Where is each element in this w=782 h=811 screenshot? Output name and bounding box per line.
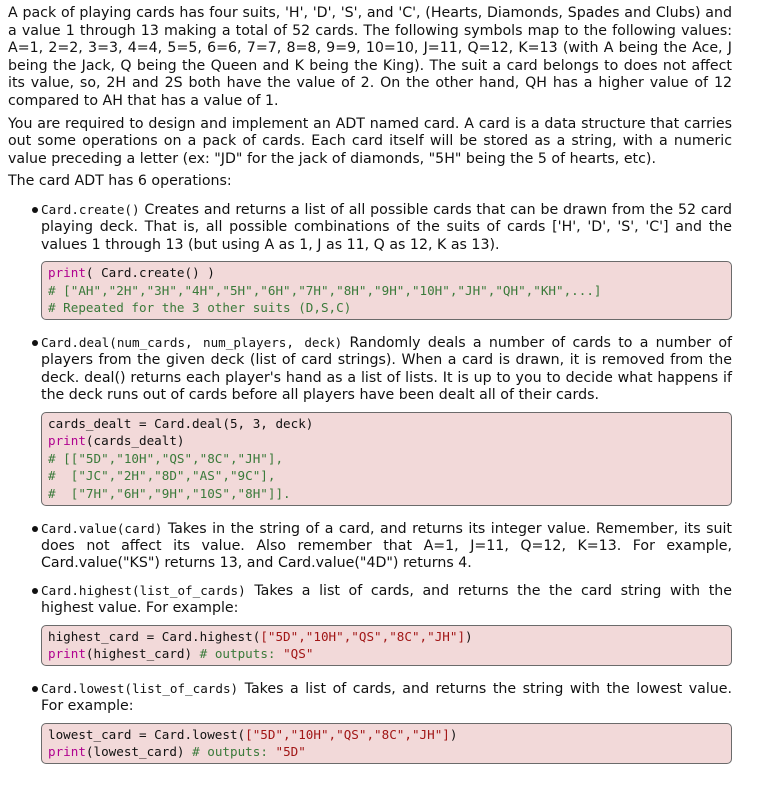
op-lowest-signature: Card.lowest(list_of_cards) bbox=[41, 680, 239, 696]
code-block-highest bbox=[41, 625, 732, 666]
code-comment: # ["JC","2H","8D","AS","9C"], bbox=[48, 468, 276, 484]
bullet-icon bbox=[32, 340, 38, 346]
bullet-icon bbox=[32, 686, 38, 692]
op-highest-description: Takes a list of cards, and returns the the card string with the highest value. For example: bbox=[41, 582, 732, 617]
code-string: "QS" bbox=[275, 646, 314, 662]
code-string: ["5D","10H","QS","8C","JH"] bbox=[260, 628, 466, 644]
op-deal bbox=[8, 334, 732, 506]
code-keyword: print bbox=[48, 744, 86, 760]
op-lowest-description: Takes a list of cards, and returns the string with the lowest value. For example: bbox=[41, 680, 732, 715]
code-keyword: print bbox=[48, 433, 86, 449]
code-keyword: print bbox=[48, 646, 86, 662]
code-string: "5D" bbox=[267, 744, 306, 760]
code-comment: # outputs: bbox=[199, 646, 276, 662]
op-deal-signature: Card.deal(num_cards, num_players, deck) bbox=[41, 334, 343, 350]
op-value-description: Takes in the string of a card, and returns its integer value. Remember, its suit does not affect its value. Also remember that A=1, J=11, Q=12, K=13. For example, Card.value("KS") returns 13, and Card.value("4D") returns 4. bbox=[41, 520, 732, 572]
code-string: ["5D","10H","QS","8C","JH"] bbox=[245, 726, 450, 742]
operations-list bbox=[8, 201, 732, 764]
code-block-deal bbox=[41, 412, 732, 506]
code-comment: # Repeated for the 3 other suits (D,S,C) bbox=[48, 300, 352, 316]
code-block-lowest bbox=[41, 723, 732, 764]
bullet-icon bbox=[32, 207, 38, 213]
code-text: ) bbox=[465, 628, 473, 644]
code-block-create bbox=[41, 261, 732, 320]
op-value-signature: Card.value(card) bbox=[41, 520, 163, 536]
code-comment: # outputs: bbox=[192, 744, 268, 760]
code-text: highest_card = Card.highest( bbox=[48, 628, 261, 644]
op-highest bbox=[8, 582, 732, 666]
code-text: cards_dealt = Card.deal(5, 3, deck) bbox=[48, 415, 314, 431]
op-create-description: Creates and returns a list of all possible cards that can be drawn from the 52 card playing deck. That is, all possible combinations of the suits of cards ['H', 'D', 'S', 'C'] and the values 1 through 13 (but using A as 1, J as 11, Q as 12, K as 13). bbox=[41, 201, 732, 253]
code-text: ( Card.create() ) bbox=[85, 265, 215, 281]
intro-paragraph-2: You are required to design and implement an ADT named card. A card is a data structure that carries out some operations on a pack of cards. Each card itself will be stored as a string, with a numeric value preceding a letter (ex: "JD" for the jack of diamonds, "5H" being the 5 of hearts, etc). bbox=[8, 115, 732, 167]
op-value bbox=[8, 520, 732, 573]
code-text: lowest_card = Card.lowest( bbox=[48, 726, 246, 742]
document bbox=[8, 5, 732, 764]
code-keyword: print bbox=[48, 265, 86, 281]
code-comment: # ["7H","6H","9H","10S","8H"]]. bbox=[48, 485, 291, 501]
op-create-signature: Card.create() bbox=[41, 201, 140, 217]
code-comment: # ["AH","2H","3H","4H","5H","6H","7H","8H","9H","10H","JH","QH","KH",...] bbox=[48, 282, 602, 298]
bullet-icon bbox=[32, 588, 38, 594]
code-text: (lowest_card) bbox=[85, 744, 193, 760]
code-text: (highest_card) bbox=[85, 646, 200, 662]
op-create bbox=[8, 201, 732, 320]
op-highest-signature: Card.highest(list_of_cards) bbox=[41, 582, 246, 598]
intro-paragraph-1: A pack of playing cards has four suits, 'H', 'D', 'S', and 'C', (Hearts, Diamonds, Spades and Clubs) and a value 1 through 13 making a total of 52 cards. The following symbols map to the following values: A=1, 2=2, 3=3, 4=4, 5=5, 6=6, 7=7, 8=8, 9=9, 10=10, J=11, Q=12, K=13 (with A being the Ace, J being the Jack, Q being the Queen and K being the King). The suit a card belongs to does not affect its value, so, 2H and 2S both have the value of 2. On the other hand, QH has a higher value of 12 compared to AH that has a value of 1. bbox=[8, 5, 732, 109]
code-text: (cards_dealt) bbox=[85, 433, 185, 449]
intro-paragraph-3: The card ADT has 6 operations: bbox=[8, 173, 232, 190]
code-comment: # [["5D","10H","QS","8C","JH"], bbox=[48, 450, 284, 466]
code-text: ) bbox=[449, 726, 458, 742]
bullet-icon bbox=[32, 526, 38, 532]
op-lowest bbox=[8, 680, 732, 764]
op-deal-description: Randomly deals a number of cards to a number of players from the given deck (list of card strings). When a card is drawn, it is removed from the deck. deal() returns each player's hand as a list of lists. It is up to you to decide what happens if the deck runs out of cards before all players have been dealt all of their cards. bbox=[41, 334, 732, 404]
